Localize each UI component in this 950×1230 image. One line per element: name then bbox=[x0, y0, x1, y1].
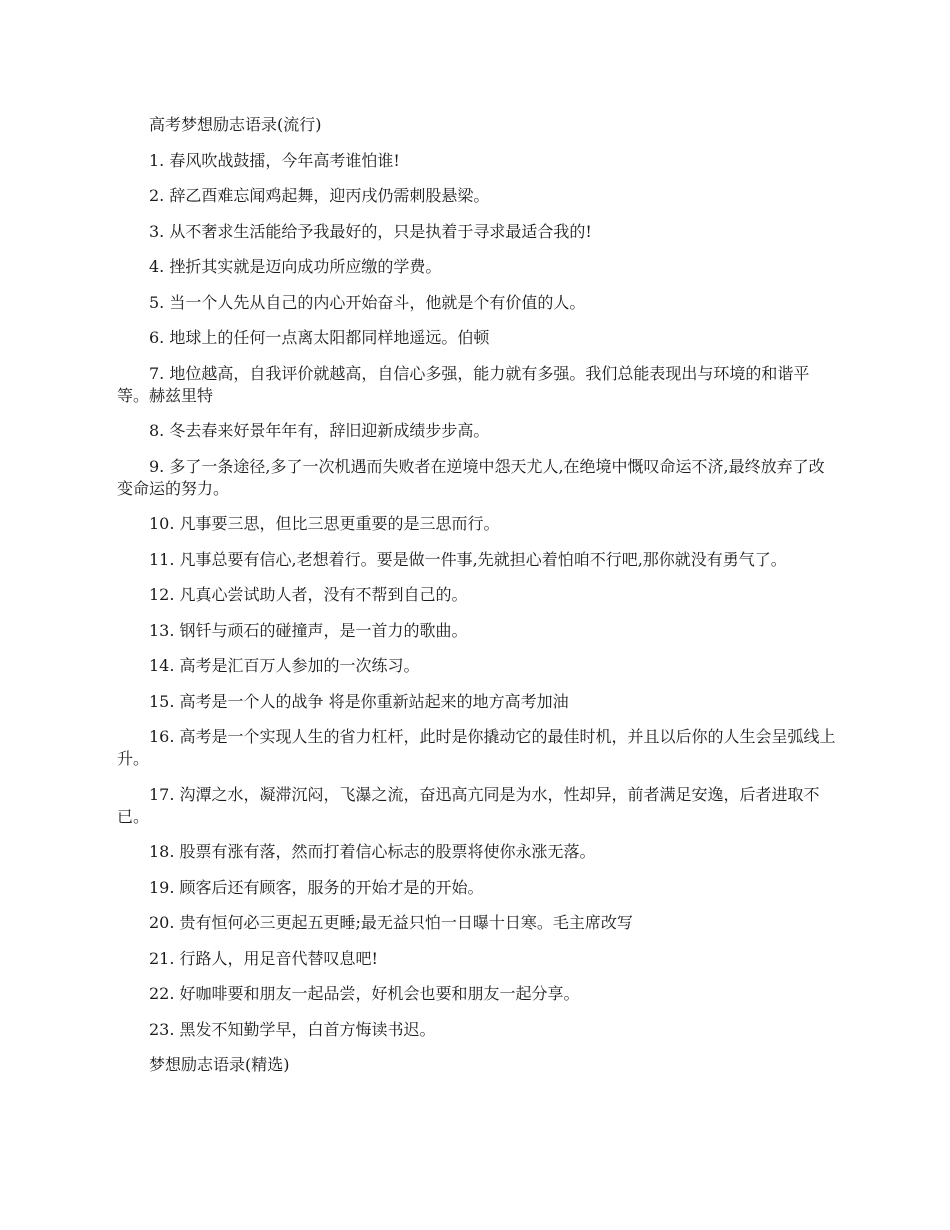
quote-item-11: 11. 凡事总要有信心,老想着行。要是做一件事,先就担心着怕咱不行吧,那你就没有勇气了。 bbox=[149, 549, 787, 569]
quote-item-1: 1. 春风吹战鼓擂，今年高考谁怕谁! bbox=[149, 150, 400, 170]
quote-item-23: 23. 黑发不知勤学早，白首方悔读书迟。 bbox=[149, 1019, 436, 1039]
quote-item-17: 17. 沟潭之水，凝滞沉闷，飞瀑之流，奋迅高亢同是为水，性却异，前者满足安逸，后者进取不已。 bbox=[117, 784, 820, 826]
quote-item-15: 15. 高考是一个人的战争 将是你重新站起来的地方高考加油 bbox=[149, 691, 569, 711]
section-title: 高考梦想励志语录(流行) bbox=[149, 115, 322, 134]
quote-item-2: 2. 辞乙酉难忘闻鸡起舞，迎丙戌仍需刺股悬梁。 bbox=[149, 186, 490, 205]
document-body bbox=[117, 114, 837, 1090]
quote-item-18: 18. 股票有涨有落，然而打着信心标志的股票将使你永涨无落。 bbox=[149, 842, 596, 861]
quote-item-19: 19. 顾客后还有顾客，服务的开始才是的开始。 bbox=[149, 877, 484, 897]
quote-item-5: 5. 当一个人先从自己的内心开始奋斗，他就是个有价值的人。 bbox=[149, 292, 586, 312]
quote-item-14: 14. 高考是汇百万人参加的一次练习。 bbox=[149, 656, 420, 675]
quote-item-9: 9. 多了一条途径,多了一次机遇而失败者在逆境中怨天尤人,在绝境中慨叹命运不济,最终放弃了改变命运的努力。 bbox=[117, 456, 825, 498]
quote-item-3: 3. 从不奢求生活能给予我最好的，只是执着于寻求最适合我的! bbox=[149, 221, 592, 241]
quote-item-12: 12. 凡真心尝试助人者，没有不帮到自己的。 bbox=[149, 585, 468, 604]
quote-item-21: 21. 行路人，用足音代替叹息吧! bbox=[149, 948, 378, 968]
quote-item-22: 22. 好咖啡要和朋友一起品尝，好机会也要和朋友一起分享。 bbox=[149, 984, 580, 1003]
quote-item-16: 16. 高考是一个实现人生的省力杠杆，此时是你撬动它的最佳时机，并且以后你的人生会呈弧线上升。 bbox=[117, 727, 836, 768]
quote-item-7: 7. 地位越高，自我评价就越高，自信心多强，能力就有多强。我们总能表现出与环境的和谐平等。赫兹里特 bbox=[117, 363, 810, 405]
quote-item-6: 6. 地球上的任何一点离太阳都同样地遥远。伯顿 bbox=[149, 328, 490, 347]
quote-item-20: 20. 贵有恒何必三更起五更睡;最无益只怕一日曝十日寒。毛主席改写 bbox=[149, 913, 633, 932]
quote-item-13: 13. 钢钎与顽石的碰撞声，是一首力的歌曲。 bbox=[149, 620, 468, 640]
quote-item-8: 8. 冬去春来好景年年有，辞旧迎新成绩步步高。 bbox=[149, 421, 490, 440]
quote-item-4: 4. 挫折其实就是迈向成功所应缴的学费。 bbox=[149, 257, 442, 276]
quote-item-10: 10. 凡事要三思，但比三思更重要的是三思而行。 bbox=[149, 514, 500, 533]
section-heading-footer: 梦想励志语录(精选) bbox=[149, 1055, 290, 1074]
